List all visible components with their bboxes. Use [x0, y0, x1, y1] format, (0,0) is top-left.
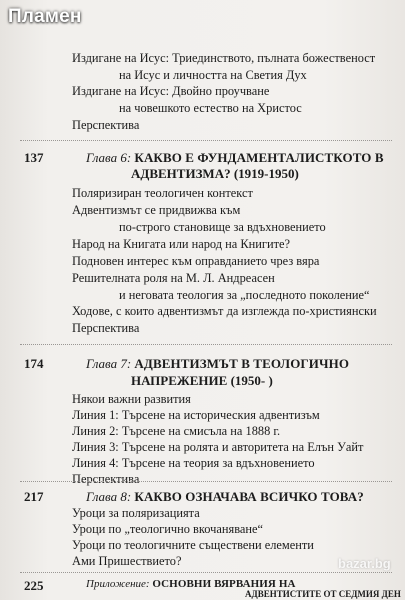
chapter-title: АДВЕНТИЗМЪТ В ТЕОЛОГИЧНО	[134, 356, 350, 371]
watermark-text: bazar.bg	[338, 556, 391, 571]
page-number: 225	[24, 578, 44, 593]
toc-line: Перспектива	[72, 321, 140, 335]
chapter-title-cont: АДВЕНТИЗМА? (1919-1950)	[131, 166, 299, 181]
toc-line: Линия 2: Търсене на смисъла на 1888 г.	[72, 424, 281, 438]
divider	[20, 140, 392, 142]
toc-line: Поляризиран теологичен контекст	[72, 186, 253, 200]
appendix-title: ОСНОВНИ ВЯРВАНИЯ НА	[152, 578, 296, 590]
toc-line: Линия 1: Търсене на историческия адвентизъм	[72, 408, 320, 422]
chapter-title: КАКВО Е ФУНДАМЕНТАЛИСТКОТО В	[134, 150, 384, 165]
chapter-heading	[86, 150, 384, 166]
toc-line: по-строго становище за вдъхновението	[119, 220, 326, 234]
toc-line: Перспектива	[72, 472, 140, 486]
toc-line: Ходове, с които адвентизмът да изглежда по-християнски	[72, 304, 377, 318]
toc-line: Линия 4: Търсене на теория за вдъхновението	[72, 456, 315, 470]
divider	[20, 572, 392, 574]
divider	[20, 481, 392, 483]
page-number: 217	[24, 489, 44, 504]
chapter-label: Глава 6:	[86, 150, 132, 165]
toc-line: Адвентизмът се придвижва към	[72, 203, 241, 217]
page-number: 174	[24, 356, 44, 371]
toc-line: Уроци по „теологично вкочаняване“	[72, 522, 264, 536]
chapter-label: Глава 7:	[86, 356, 132, 371]
toc-line: Линия 3: Търсене на ролята и авторитета на Елън Уайт	[72, 440, 364, 454]
toc-line: Издигане на Исус: Триединството, пълната божественост	[72, 51, 376, 65]
toc-line: Някои важни развития	[72, 392, 191, 406]
toc-line: Уроци по теологичните съществени елементи	[72, 538, 314, 552]
divider	[20, 344, 392, 346]
toc-line: на Исус и личността на Светия Дух	[119, 68, 307, 82]
toc-line: на човешкото естество на Христос	[119, 101, 302, 115]
appendix-title-cont: АДВЕНТИСТИТЕ ОТ СЕДМИЯ ДЕН	[245, 589, 401, 599]
seller-name-overlay: Пламен	[8, 6, 82, 27]
toc-line: Ами Пришествието?	[72, 554, 182, 568]
chapter-title: КАКВО ОЗНАЧАВА ВСИЧКО ТОВА?	[134, 489, 364, 504]
toc-line: Подновен интерес към оправданието чрез вяра	[72, 254, 320, 268]
toc-line: Уроци за поляризацията	[72, 506, 200, 520]
chapter-title-cont: НАПРЕЖЕНИЕ (1950- )	[131, 373, 273, 388]
chapter-heading	[86, 356, 349, 372]
chapter-label: Глава 8:	[86, 489, 132, 504]
toc-line: Решителната роля на М. Л. Андреасен	[72, 271, 275, 285]
toc-line: и неговата теология за „последното поколение“	[119, 288, 370, 302]
toc-line: Издигане на Исус: Двойно проучване	[72, 84, 270, 98]
toc-line: Народ на Книгата или народ на Книгите?	[72, 237, 291, 251]
appendix-label: Приложение:	[86, 578, 153, 590]
page-number: 137	[24, 150, 44, 165]
chapter-heading	[86, 489, 364, 505]
toc-line: Перспектива	[72, 118, 140, 132]
